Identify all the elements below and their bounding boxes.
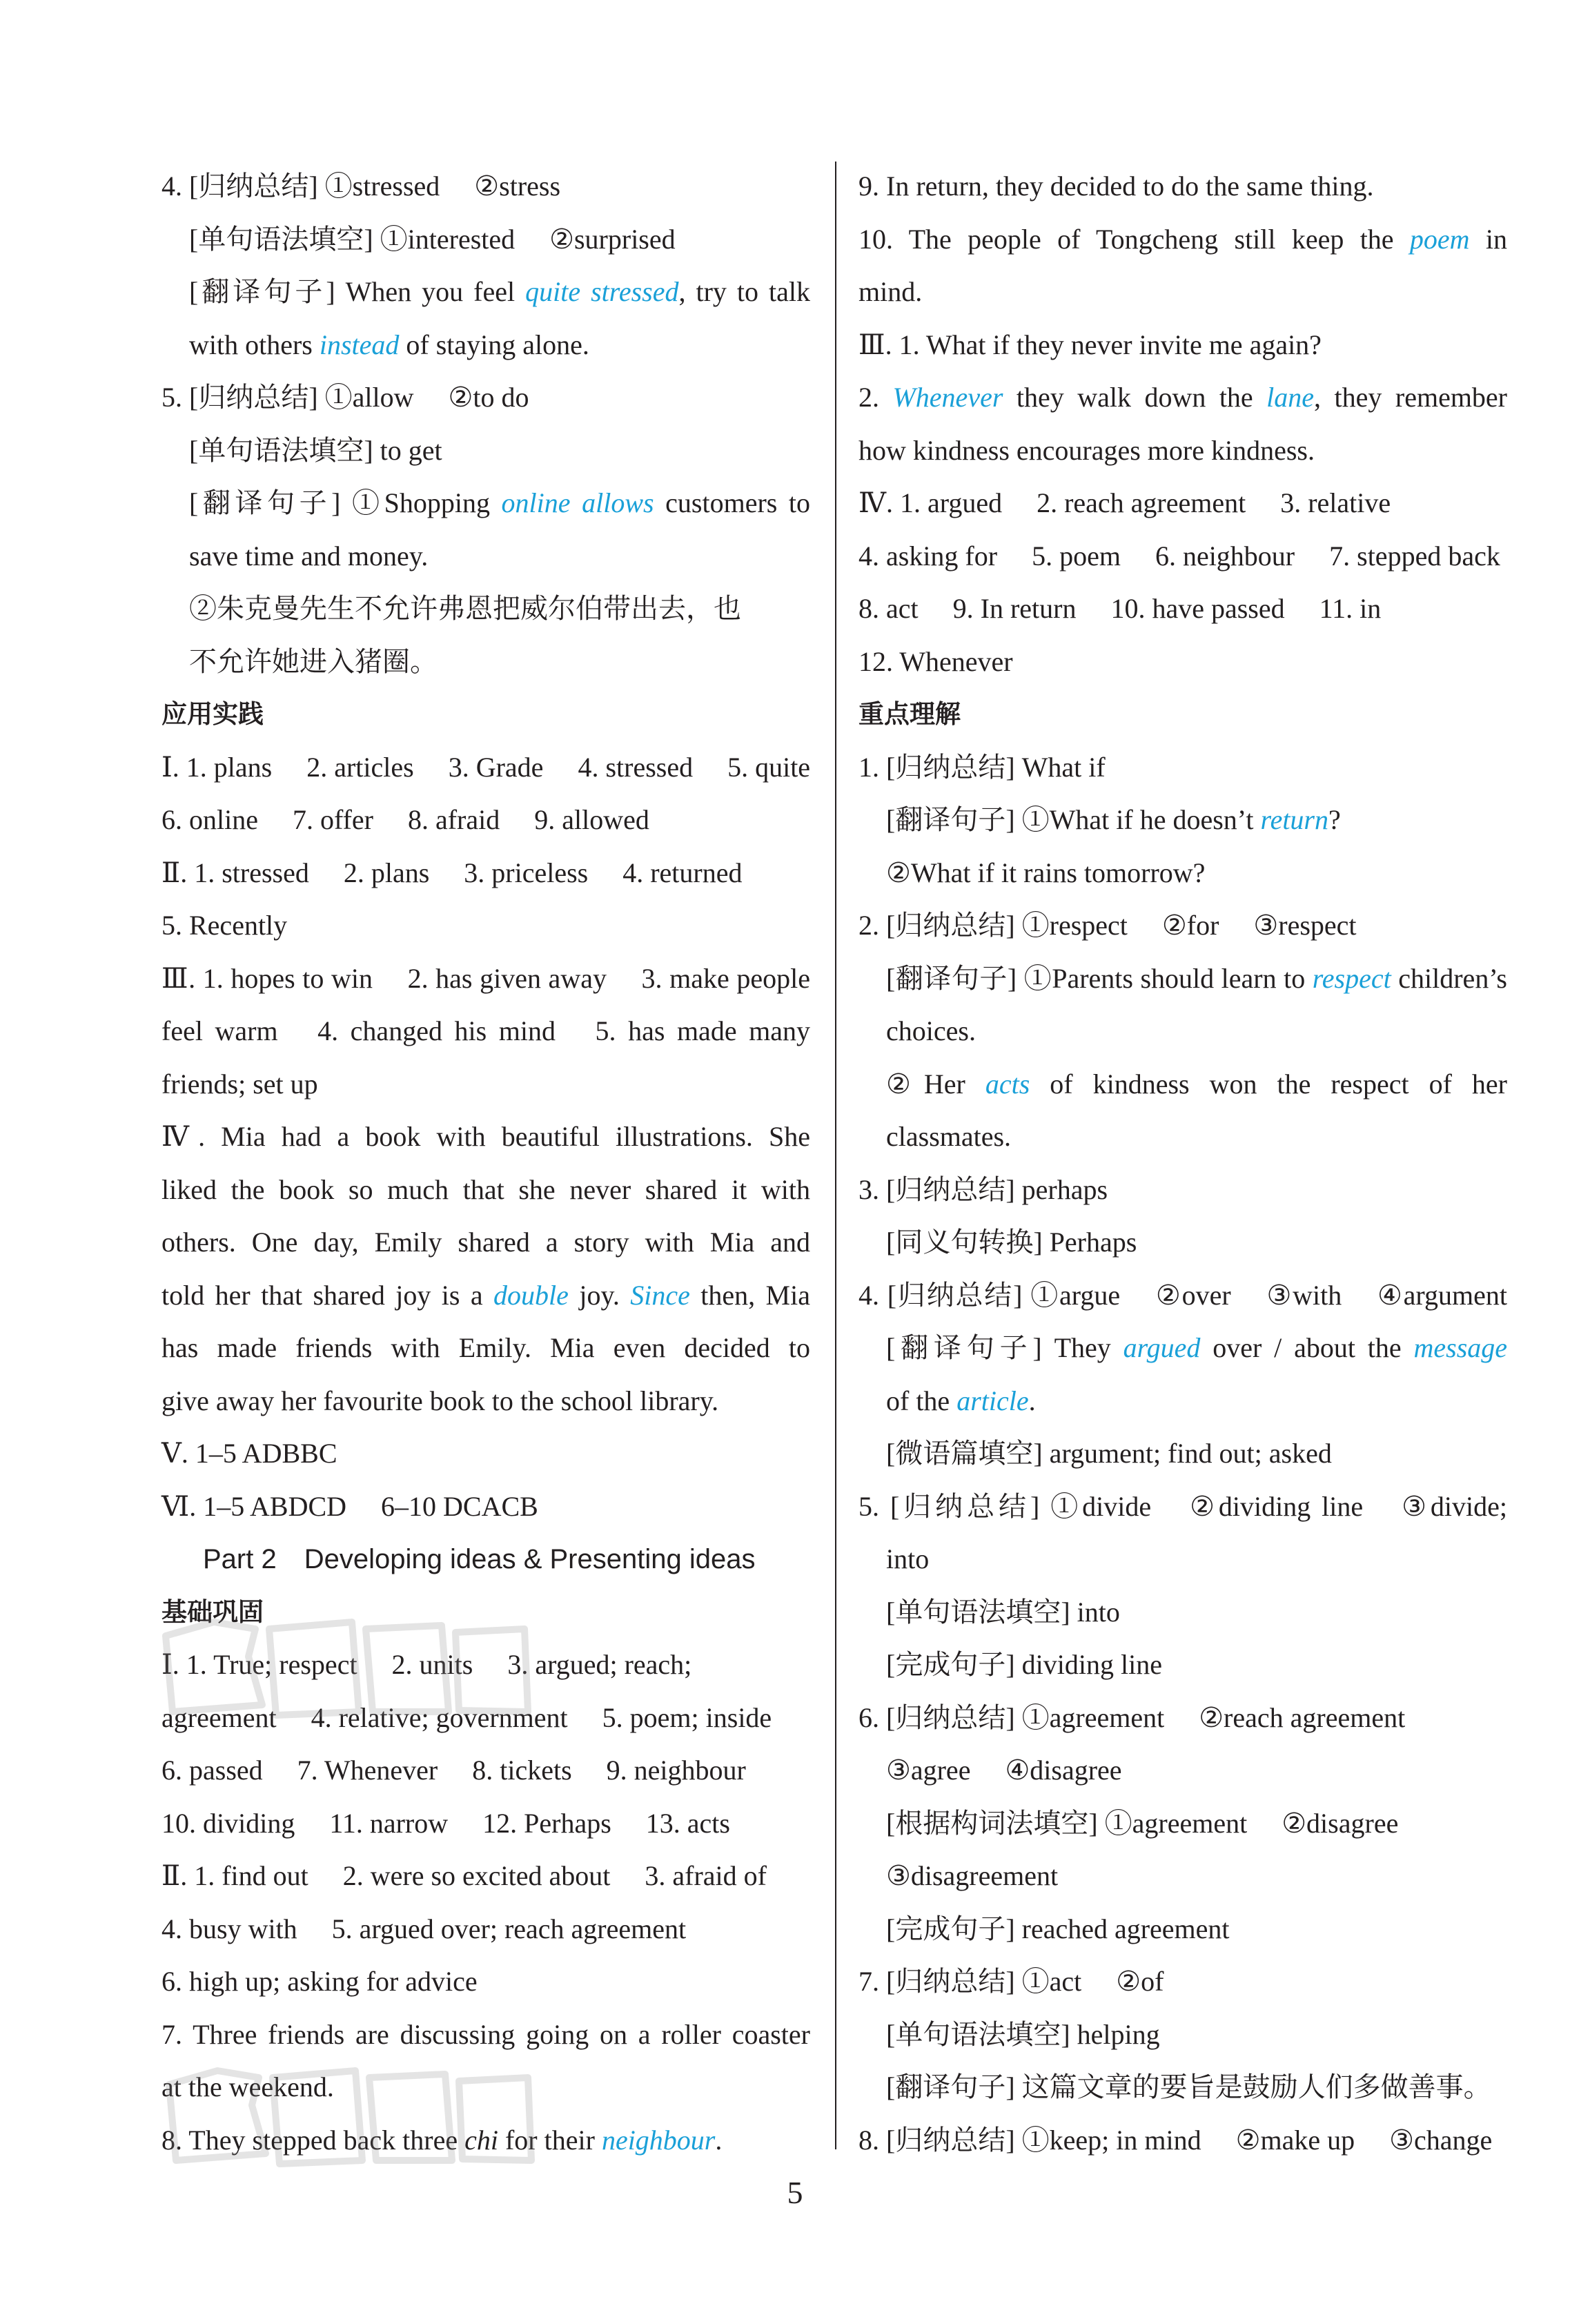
answer-line <box>161 266 810 319</box>
text-segment: customers to <box>654 487 811 518</box>
answer-line <box>161 1058 810 1111</box>
text-segment: [翻译句子] They <box>886 1332 1123 1363</box>
text-segment: 6. [归纳总结] ①agreement ②reach agreement <box>858 1701 1406 1733</box>
text-segment: then, Mia <box>689 1279 810 1311</box>
text-segment: [完成句子] dividing line <box>886 1649 1162 1680</box>
text-segment: Ⅳ. 1. argued 2. reach agreement 3. relative <box>858 487 1391 518</box>
answer-line <box>858 1797 1507 1851</box>
answer-line <box>161 160 810 213</box>
text-segment: [单句语法填空] helping <box>886 2018 1160 2050</box>
text-segment: 6. high up; asking for advice <box>161 1966 478 1997</box>
text-segment: 3. [归纳总结] perhaps <box>858 1173 1108 1205</box>
text-segment: 2. [归纳总结] ①respect ②for ③respect <box>858 910 1357 941</box>
text-segment: 8. act 9. In return 10. have passed 11. in <box>858 593 1382 624</box>
answer-line <box>858 1216 1507 1269</box>
answer-line <box>858 583 1507 636</box>
answer-line <box>858 2009 1507 2062</box>
answer-line <box>858 213 1507 266</box>
answer-line <box>858 371 1507 424</box>
text-segment: 1. [归纳总结] What if <box>858 751 1106 783</box>
answer-line <box>161 530 810 583</box>
text-segment: ②What if it rains tomorrow? <box>886 857 1206 888</box>
highlighted-answer: Whenever <box>892 382 1003 413</box>
text-segment: over / about the <box>1200 1332 1414 1363</box>
text-segment: 2. <box>858 382 893 413</box>
answer-line <box>161 477 810 530</box>
page-number: 5 <box>787 2175 803 2210</box>
answer-line <box>161 1903 810 1956</box>
answer-line <box>858 266 1507 319</box>
answer-line <box>161 741 810 794</box>
text-segment: at the weekend. <box>161 2071 334 2102</box>
text-segment: 10. dividing 11. narrow 12. Perhaps 13. acts <box>161 1807 730 1839</box>
answer-line <box>858 160 1507 213</box>
text-segment: . <box>715 2124 723 2156</box>
answer-line <box>161 636 810 689</box>
text-segment: 7. [归纳总结] ①act ②of <box>858 1966 1164 1997</box>
text-segment: of kindness won the respect of her <box>1030 1068 1507 1100</box>
text-segment: 8. They stepped back three <box>161 2124 465 2156</box>
column-divider <box>835 162 836 2149</box>
answer-line <box>858 1164 1507 1217</box>
text-segment: told her that shared joy is a <box>161 1279 494 1311</box>
text-segment: Ⅴ. 1–5 ADBBC <box>161 1438 337 1469</box>
text-segment: Ⅳ. Mia had a book with beautiful illustrations. She <box>161 1121 810 1152</box>
highlighted-answer: Since <box>630 1279 690 1311</box>
text-segment: 6. online 7. offer 8. afraid 9. allowed <box>161 804 649 835</box>
answer-line <box>858 424 1507 478</box>
text-segment: with others <box>189 329 320 360</box>
answer-line <box>161 1427 810 1481</box>
answer-line <box>161 953 810 1006</box>
answer-line <box>858 1692 1507 1745</box>
text-segment: 4. busy with 5. argued over; reach agreement <box>161 1913 687 1944</box>
right-column <box>858 160 1507 2167</box>
text-segment: choices. <box>886 1015 976 1046</box>
answer-line <box>858 847 1507 900</box>
highlighted-answer: respect <box>1312 962 1391 994</box>
text-segment: [翻译句子] ①Parents should learn to <box>886 962 1313 994</box>
text-segment: ②朱克曼先生不允许弗恩把威尔伯带出去，也 <box>189 593 741 624</box>
text-segment: [微语篇填空] argument; find out; asked <box>886 1438 1332 1469</box>
answer-line <box>858 741 1507 794</box>
text-segment: agreement 4. relative; government 5. poem; inside <box>161 1701 772 1733</box>
text-segment: ? <box>1328 804 1341 835</box>
answer-line <box>858 899 1507 953</box>
answer-line <box>161 1322 810 1375</box>
text-segment: 6. passed 7. Whenever 8. tickets 9. neighbour <box>161 1755 746 1786</box>
answer-line <box>161 583 810 636</box>
text-segment: 4. [归纳总结] ①argue ②over ③with ④argument <box>858 1279 1507 1311</box>
text-segment: Ⅰ. 1. plans 2. articles 3. Grade 4. stressed 5. quite <box>161 751 811 783</box>
answer-line <box>161 371 810 424</box>
answer-line <box>161 1744 810 1797</box>
answer-line <box>858 1005 1507 1058</box>
answer-line <box>161 1111 810 1164</box>
answer-line <box>858 1639 1507 1692</box>
highlighted-answer: argued <box>1123 1332 1201 1363</box>
text-segment: 5. [归纳总结] ①divide ②dividing line ③divide; <box>858 1490 1507 1522</box>
text-segment: friends; set up <box>161 1068 318 1100</box>
answer-line <box>858 1375 1507 1428</box>
text-segment: [单句语法填空] ①interested ②surprised <box>189 223 676 255</box>
text-segment: Ⅲ. 1. What if they never invite me again? <box>858 329 1322 360</box>
text-segment: 4. [归纳总结] ①stressed ②stress <box>161 170 561 202</box>
text-segment: 8. [归纳总结] ①keep; in mind ②make up ③change <box>858 2124 1493 2156</box>
text-segment: Ⅲ. 1. hopes to win 2. has given away 3. make people <box>161 962 810 994</box>
answer-line <box>161 847 810 900</box>
answer-line <box>161 1375 810 1428</box>
answer-line <box>161 1269 810 1322</box>
text-segment: [单句语法填空] into <box>886 1596 1120 1628</box>
highlighted-answer: message <box>1413 1332 1508 1363</box>
answer-line <box>161 1216 810 1269</box>
text-segment: [根据构词法填空] ①agreement ②disagree <box>886 1807 1399 1839</box>
text-segment: [单句语法填空] to get <box>189 434 442 466</box>
text-segment: Ⅱ. 1. stressed 2. plans 3. priceless 4. returned <box>161 857 743 888</box>
text-segment: feel warm 4. changed his mind 5. has made many <box>161 1015 810 1046</box>
text-segment: classmates. <box>886 1121 1012 1152</box>
text-segment: [翻译句子] ①Shopping <box>189 487 502 518</box>
text-segment: they walk down the <box>1003 382 1267 413</box>
answer-line <box>858 1322 1507 1375</box>
text-segment: ②Her <box>886 1068 985 1100</box>
text-segment: into <box>886 1543 930 1574</box>
text-segment: 4. asking for 5. poem 6. neighbour 7. stepped back <box>858 540 1500 572</box>
text-segment: give away her favourite book to the school library. <box>161 1385 719 1416</box>
text-segment: Ⅵ. 1–5 ABDCD 6–10 DCACB <box>161 1490 538 1522</box>
text-segment: [翻译句子] When you feel <box>189 276 526 307</box>
watermark-logo-lower <box>155 2057 542 2174</box>
answer-line <box>161 319 810 372</box>
answer-line <box>161 1850 810 1903</box>
answer-line <box>858 1744 1507 1797</box>
answer-line <box>858 1269 1507 1322</box>
answer-line <box>858 1955 1507 2009</box>
text-segment: mind. <box>858 276 923 307</box>
text-segment: others. One day, Emily shared a story with Mia and <box>161 1227 810 1258</box>
answer-line <box>858 1058 1507 1111</box>
highlighted-answer: double <box>493 1279 569 1311</box>
text-segment: in <box>1469 223 1507 255</box>
answer-line <box>858 1850 1507 1903</box>
highlighted-answer: neighbour <box>601 2124 716 2156</box>
text-segment: , try to talk <box>678 276 811 307</box>
answer-line <box>161 213 810 266</box>
answer-line <box>858 530 1507 583</box>
answer-line <box>161 1005 810 1058</box>
text-segment: ③disagreement <box>886 1860 1059 1891</box>
answer-line <box>858 1586 1507 1639</box>
text-segment: [同义句转换] Perhaps <box>886 1227 1137 1258</box>
text-segment: for their <box>498 2124 602 2156</box>
text-segment: has made friends with Emily. Mia even decided to <box>161 1332 810 1363</box>
text-segment: 10. The people of Tongcheng still keep the <box>858 223 1410 255</box>
answer-line <box>161 1481 810 1534</box>
highlighted-answer: quite stressed <box>525 276 679 307</box>
text-segment: [翻译句子] 这篇文章的要旨是鼓励人们多做善事。 <box>886 2071 1491 2102</box>
text-segment: 12. Whenever <box>858 645 1013 677</box>
text-segment: 5. Recently <box>161 910 288 941</box>
answer-line <box>858 1533 1507 1586</box>
text-segment: , they remember <box>1314 382 1508 413</box>
part-title: Part 2 Developing ideas & Presenting ideas <box>203 1544 756 1574</box>
answer-line <box>858 1481 1507 1534</box>
text-segment: ③agree ④disagree <box>886 1755 1122 1786</box>
text-segment: [完成句子] reached agreement <box>886 1913 1230 1944</box>
highlighted-answer: online allows <box>501 487 654 518</box>
text-segment: 5. [归纳总结] ①allow ②to do <box>161 382 529 413</box>
highlighted-answer: acts <box>985 1068 1030 1100</box>
text-segment: 7. Three friends are discussing going on a roller coaster <box>161 2018 810 2050</box>
text-segment: Ⅰ. 1. True; respect 2. units 3. argued; reach; <box>161 1649 692 1680</box>
answer-line <box>858 1427 1507 1481</box>
answer-line <box>858 636 1507 689</box>
section-heading: 重点理解 <box>858 699 961 729</box>
answer-line <box>858 794 1507 847</box>
text-segment: children’s <box>1391 962 1507 994</box>
highlighted-answer: return <box>1260 804 1328 835</box>
text-segment: liked the book so much that she never shared it with <box>161 1173 810 1205</box>
answer-line <box>858 1111 1507 1164</box>
text-segment: 不允许她进入猪圈。 <box>189 645 438 677</box>
section-heading: 基础巩固 <box>161 1596 264 1627</box>
text-segment: 9. In return, they decided to do the same thing. <box>858 170 1374 202</box>
answer-line <box>858 1903 1507 1956</box>
text-segment: . <box>1028 1385 1036 1416</box>
answer-line <box>161 1797 810 1851</box>
highlighted-answer: lane <box>1266 382 1315 413</box>
answer-line <box>858 2061 1507 2114</box>
italic-term: chi <box>464 2124 498 2156</box>
answer-line <box>858 319 1507 372</box>
text-segment: how kindness encourages more kindness. <box>858 434 1315 466</box>
highlighted-answer: poem <box>1409 223 1470 255</box>
answer-line <box>161 424 810 478</box>
answer-line <box>858 477 1507 530</box>
answer-line <box>161 1164 810 1217</box>
answer-line <box>161 899 810 953</box>
text-segment: joy. <box>568 1279 631 1311</box>
text-segment: save time and money. <box>189 540 429 572</box>
text-segment: of the <box>886 1385 957 1416</box>
answer-line <box>161 2009 810 2062</box>
answer-line <box>858 2114 1507 2167</box>
left-column <box>161 160 810 2167</box>
highlighted-answer: instead <box>319 329 400 360</box>
text-segment: of staying alone. <box>399 329 589 360</box>
answer-line <box>161 1955 810 2009</box>
highlighted-answer: article <box>956 1385 1029 1416</box>
answer-line <box>858 953 1507 1006</box>
text-segment: [翻译句子] ①What if he doesn’t <box>886 804 1261 835</box>
answer-line <box>161 794 810 847</box>
text-segment: Ⅱ. 1. find out 2. were so excited about 3. afraid of <box>161 1860 767 1891</box>
watermark-logo <box>152 1608 538 1726</box>
section-heading: 应用实践 <box>161 699 264 729</box>
